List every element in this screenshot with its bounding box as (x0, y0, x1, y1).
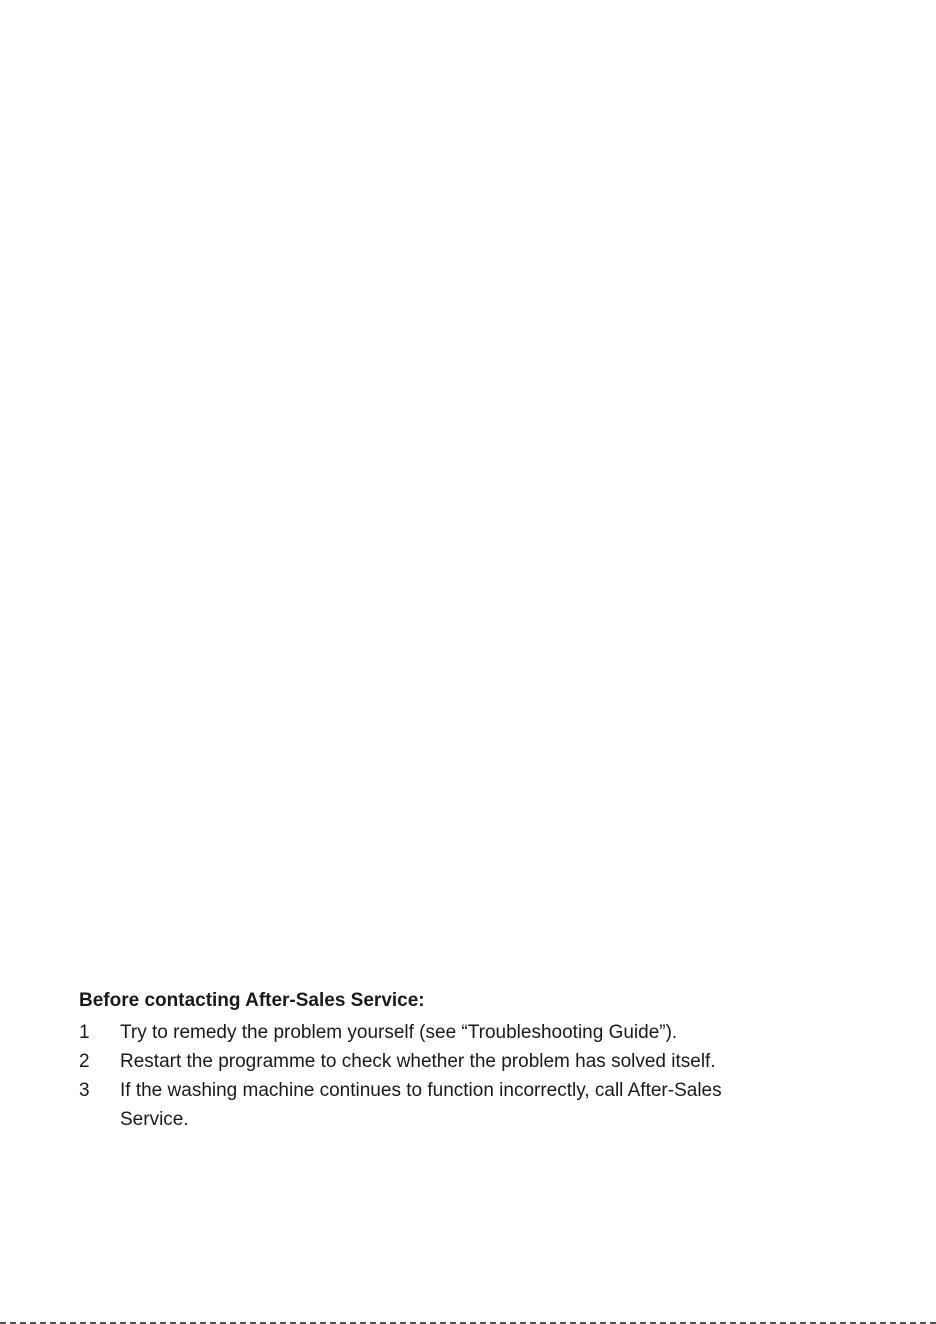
step-number: 1 (79, 1022, 90, 1043)
step-number: 2 (79, 1051, 90, 1072)
steps-list (79, 1018, 839, 1134)
after-sales-section (79, 988, 839, 1134)
section-heading: Before contacting After-Sales Service: (79, 990, 425, 1011)
list-item (79, 1076, 839, 1134)
list-item (79, 1018, 839, 1047)
list-item (79, 1047, 839, 1076)
step-number: 3 (79, 1080, 90, 1101)
step-text: Try to remedy the problem yourself (see “Troubleshooting Guide”). (120, 1022, 678, 1043)
step-text: If the washing machine continues to function incorrectly, call After-Sales Service. (120, 1080, 722, 1130)
step-text: Restart the programme to check whether the problem has solved itself. (120, 1051, 716, 1072)
